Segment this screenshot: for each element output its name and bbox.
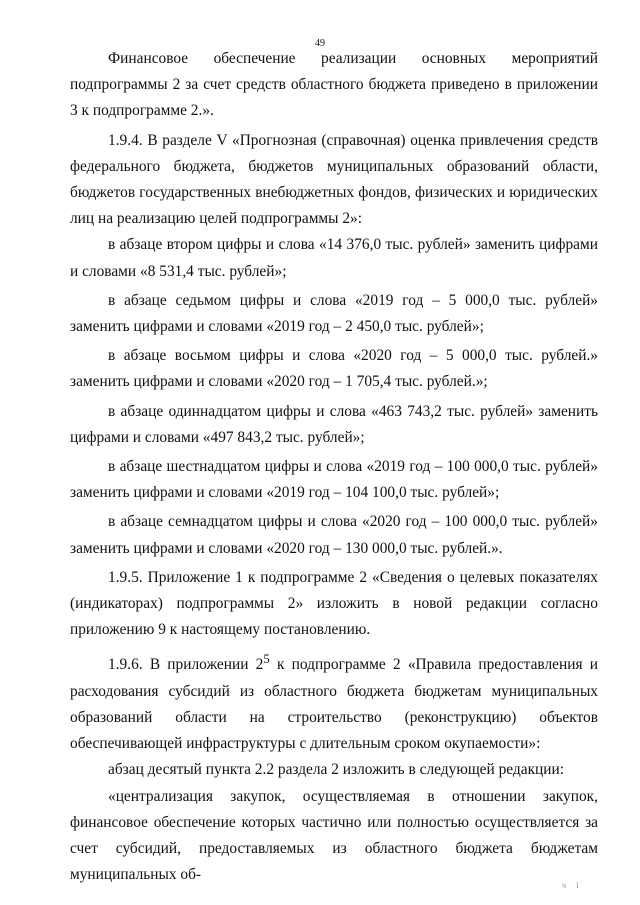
paragraph-1-9-6 [70, 646, 598, 757]
paragraph-1-9-6-start: 1.9.6. В приложении 2 [108, 656, 264, 674]
paragraph-amend-16th: в абзаце шестнадцатом цифры и слова «2019 год – 100 000,0 тыс. рублей» заменить цифрами и словами «2019 год – 104 100,0 тыс. рублей»; [70, 458, 598, 502]
page-number: 49 [315, 38, 325, 49]
paragraph-amend-8th: в абзаце восьмом цифры и слова «2020 год – 5 000,0 тыс. рублей.» заменить цифрами и словами «2020 год – 1 705,4 тыс. рублей.»; [70, 347, 598, 391]
paragraph-amend-11th: в абзаце одиннадцатом цифры и слова «463 743,2 тыс. рублей» заменить цифрами и словами «497 843,2 тыс. рублей»; [70, 402, 598, 446]
footer-mark: ч I [562, 881, 583, 890]
paragraph-amend-2nd: в абзаце втором цифры и слова «14 376,0 тыс. рублей» заменить цифрами и словами «8 531,4 тыс. рублей»; [70, 236, 598, 280]
paragraph-1-9-5: 1.9.5. Приложение 1 к подпрограмме 2 «Сведения о целевых показателях (индикаторах) подпрограммы 2» изложить в новой редакции согласно приложению 9 к настоящему постановлению. [70, 568, 598, 639]
paragraph-item-2-2: абзац десятый пункта 2.2 раздела 2 изложить в следующей редакции: [108, 761, 565, 779]
paragraph-amend-7th: в абзаце седьмом цифры и слова «2019 год – 5 000,0 тыс. рублей» заменить цифрами и словами «2019 год – 2 450,0 тыс. рублей»; [70, 291, 598, 336]
superscript-number: 5 [263, 652, 270, 667]
paragraph-1-9-6-rest: к подпрограмме 2 «Правила предоставления и расходования субсидий из областного бюджета бюджетам муниципальных образований области на строительство (реконструкцию) объектов обеспечивающей инфраструктуры с длительным сроком окупаемости»: [70, 656, 598, 753]
paragraph-amend-17th: в абзаце семнадцатом цифры и слова «2020 год – 100 000,0 тыс. рублей» заменить цифрами и словами «2020 год – 130 000,0 тыс. рублей.». [70, 513, 598, 557]
paragraph-quoted-text: «централизация закупок, осуществляемая в отношении закупок, финансовое обеспечение которых частично или полностью осуществляется за счет субсидий, предоставляемых из областного бюджета бюджетам муниципальных об- [70, 787, 598, 884]
paragraph-funding-note: Финансовое обеспечение реализации основных мероприятий подпрограммы 2 за счет средств областного бюджета приведено в приложении 3 к подпрограмме 2.». [70, 50, 598, 120]
paragraph-1-9-4: 1.9.4. В разделе V «Прогнозная (справочная) оценка привлечения средств федерального бюджета, бюджетов муниципальных образований области, бюджетов государственных внебюджетных фондов, физических и юридических лиц на реализацию целей подпрограммы 2»: [70, 131, 598, 228]
document-body [70, 46, 598, 888]
